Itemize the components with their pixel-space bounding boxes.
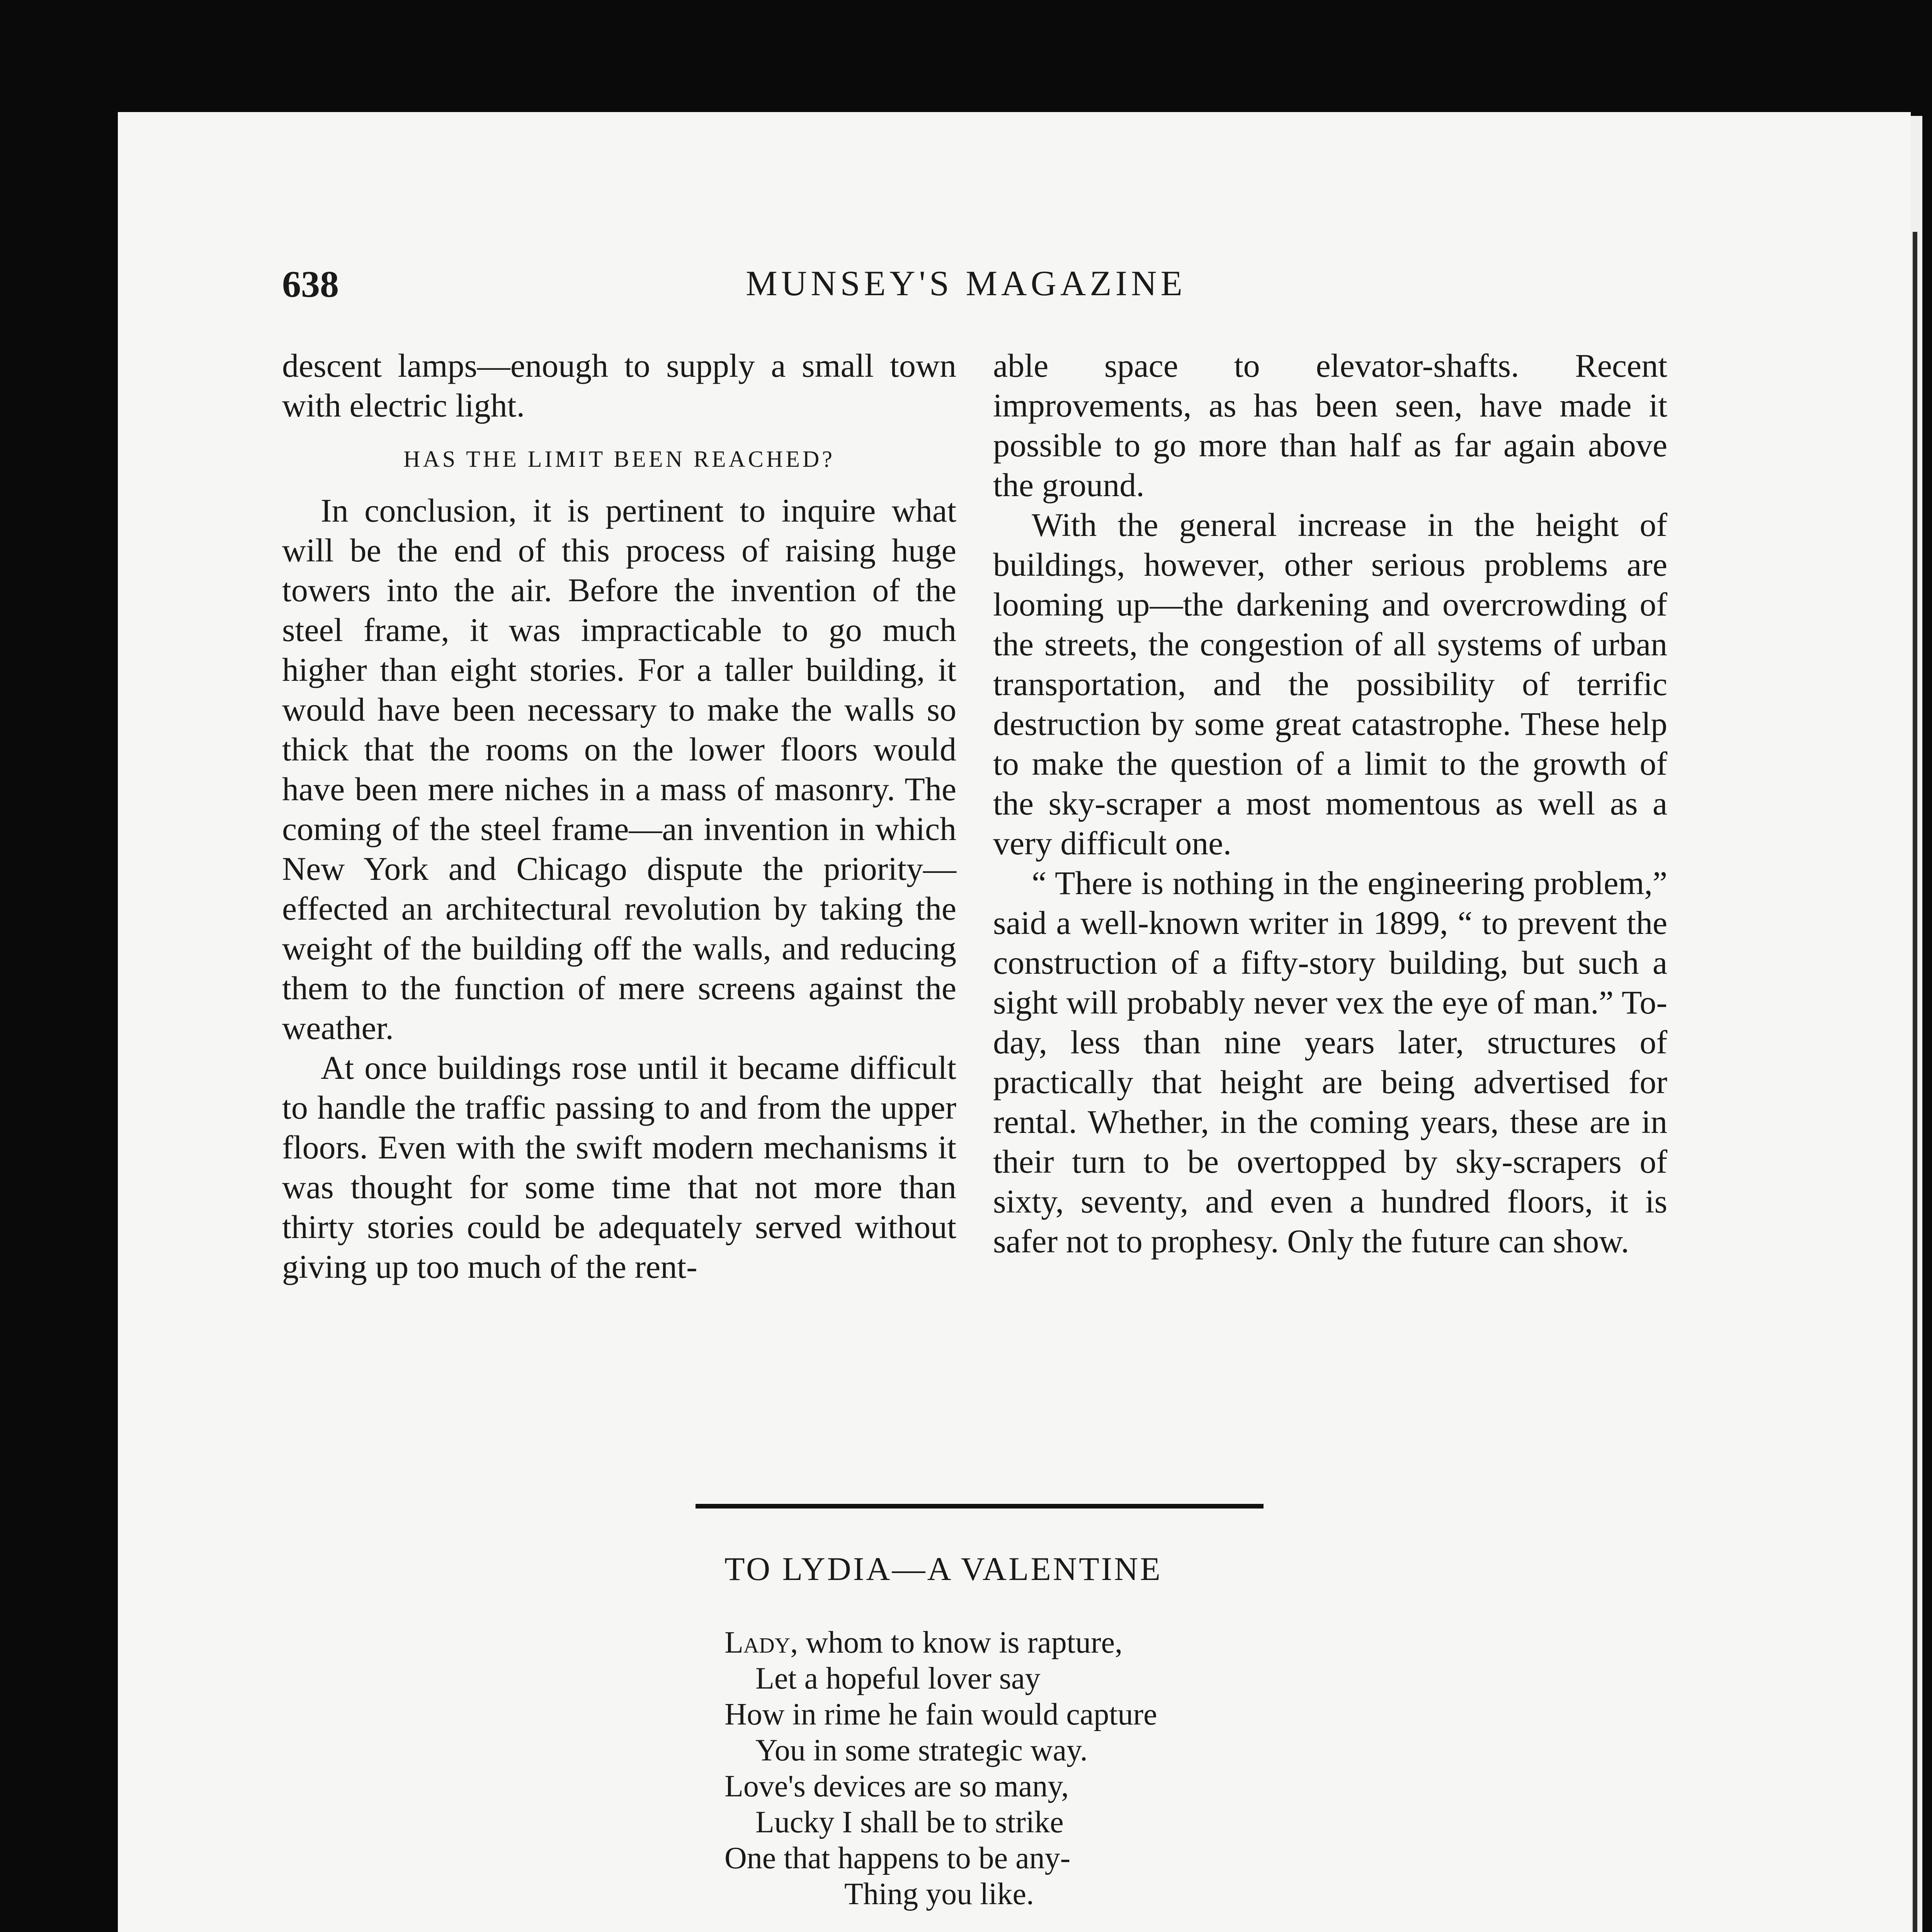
- poem-first-word: Lady,: [724, 1626, 798, 1660]
- poem-line: You in some strategic way.: [755, 1733, 1088, 1767]
- left-paragraph-3: At once buildings rose until it became difficult to handle the traffic passing to and from the upper floors. Even with the swift modern mechanisms it was thought for some time that not more than thirty stories could be adequately served without giving up too much of the rent-: [282, 1049, 956, 1285]
- poem-line: One that happens to be any-: [724, 1841, 1071, 1875]
- poem-line: Thing you like.: [844, 1877, 1034, 1911]
- page-header: [282, 263, 1667, 313]
- left-paragraph-1: descent lamps—enough to supply a small town with electric light.: [282, 347, 956, 424]
- right-paragraph-2: With the general increase in the height of buildings, however, other serious problems are looming up—the darkening and overcrowding of the streets, the congestion of all systems of urban transportation, and the possibility of terrific destruction by some great catastrophe. These help to make the question of a limit to the growth of the sky-scraper a most momentous as well as a very difficult one.: [993, 506, 1667, 862]
- section-divider-rule: [696, 1504, 1264, 1509]
- poem-line: How in rime he fain would capture: [724, 1697, 1157, 1731]
- poem-line: [724, 1625, 1381, 1661]
- poem-line-text: whom to know is rapture,: [798, 1626, 1123, 1660]
- poem-stanza-1: [724, 1625, 1381, 1912]
- right-paragraph-3: “ There is nothing in the engineering problem,” said a well-known writer in 1899, “ to prevent the construction of a fifty-story building, but such a sight will probably never vex the eye of man.” To-day, less than nine years later, structures of practically that height are being advertised for rental. Whether, in the coming years, these are in their turn to be overtopped by sky-scrapers of sixty, seventy, and even a hundred floors, it is safer not to prophesy. Only the future can show.: [993, 864, 1667, 1260]
- page-number: 638: [282, 264, 339, 305]
- right-column: [993, 346, 1667, 1261]
- poem-body: [724, 1625, 1381, 1932]
- left-column: [282, 346, 956, 1287]
- poem-line: Let a hopeful lover say: [755, 1662, 1041, 1696]
- page-gutter-line: [1913, 232, 1917, 1932]
- section-subhead: HAS THE LIMIT BEEN REACHED?: [403, 446, 835, 472]
- poem-title: TO LYDIA—A VALENTINE: [724, 1550, 1162, 1587]
- poem-line: Love's devices are so many,: [724, 1769, 1069, 1803]
- right-paragraph-1: able space to elevator-shafts. Recent improvements, as has been seen, have made it possible to go more than half as far again above the ground.: [993, 347, 1667, 503]
- running-title: MUNSEY'S MAGAZINE: [746, 264, 1186, 303]
- poem-line: Lucky I shall be to strike: [755, 1805, 1064, 1839]
- left-paragraph-2: In conclusion, it is pertinent to inquire what will be the end of this process of raising huge towers into the air. Before the invention of the steel frame, it was impracticable to go much higher than eight stories. For a taller building, it would have been necessary to make the walls so thick that the rooms on the lower floors would have been mere niches in a mass of masonry. The coming of the steel frame—an invention in which New York and Chicago dispute the priority—effected an architectural revolution by taking the weight of the building off the walls, and reducing them to the function of mere screens against the weather.: [282, 492, 956, 1046]
